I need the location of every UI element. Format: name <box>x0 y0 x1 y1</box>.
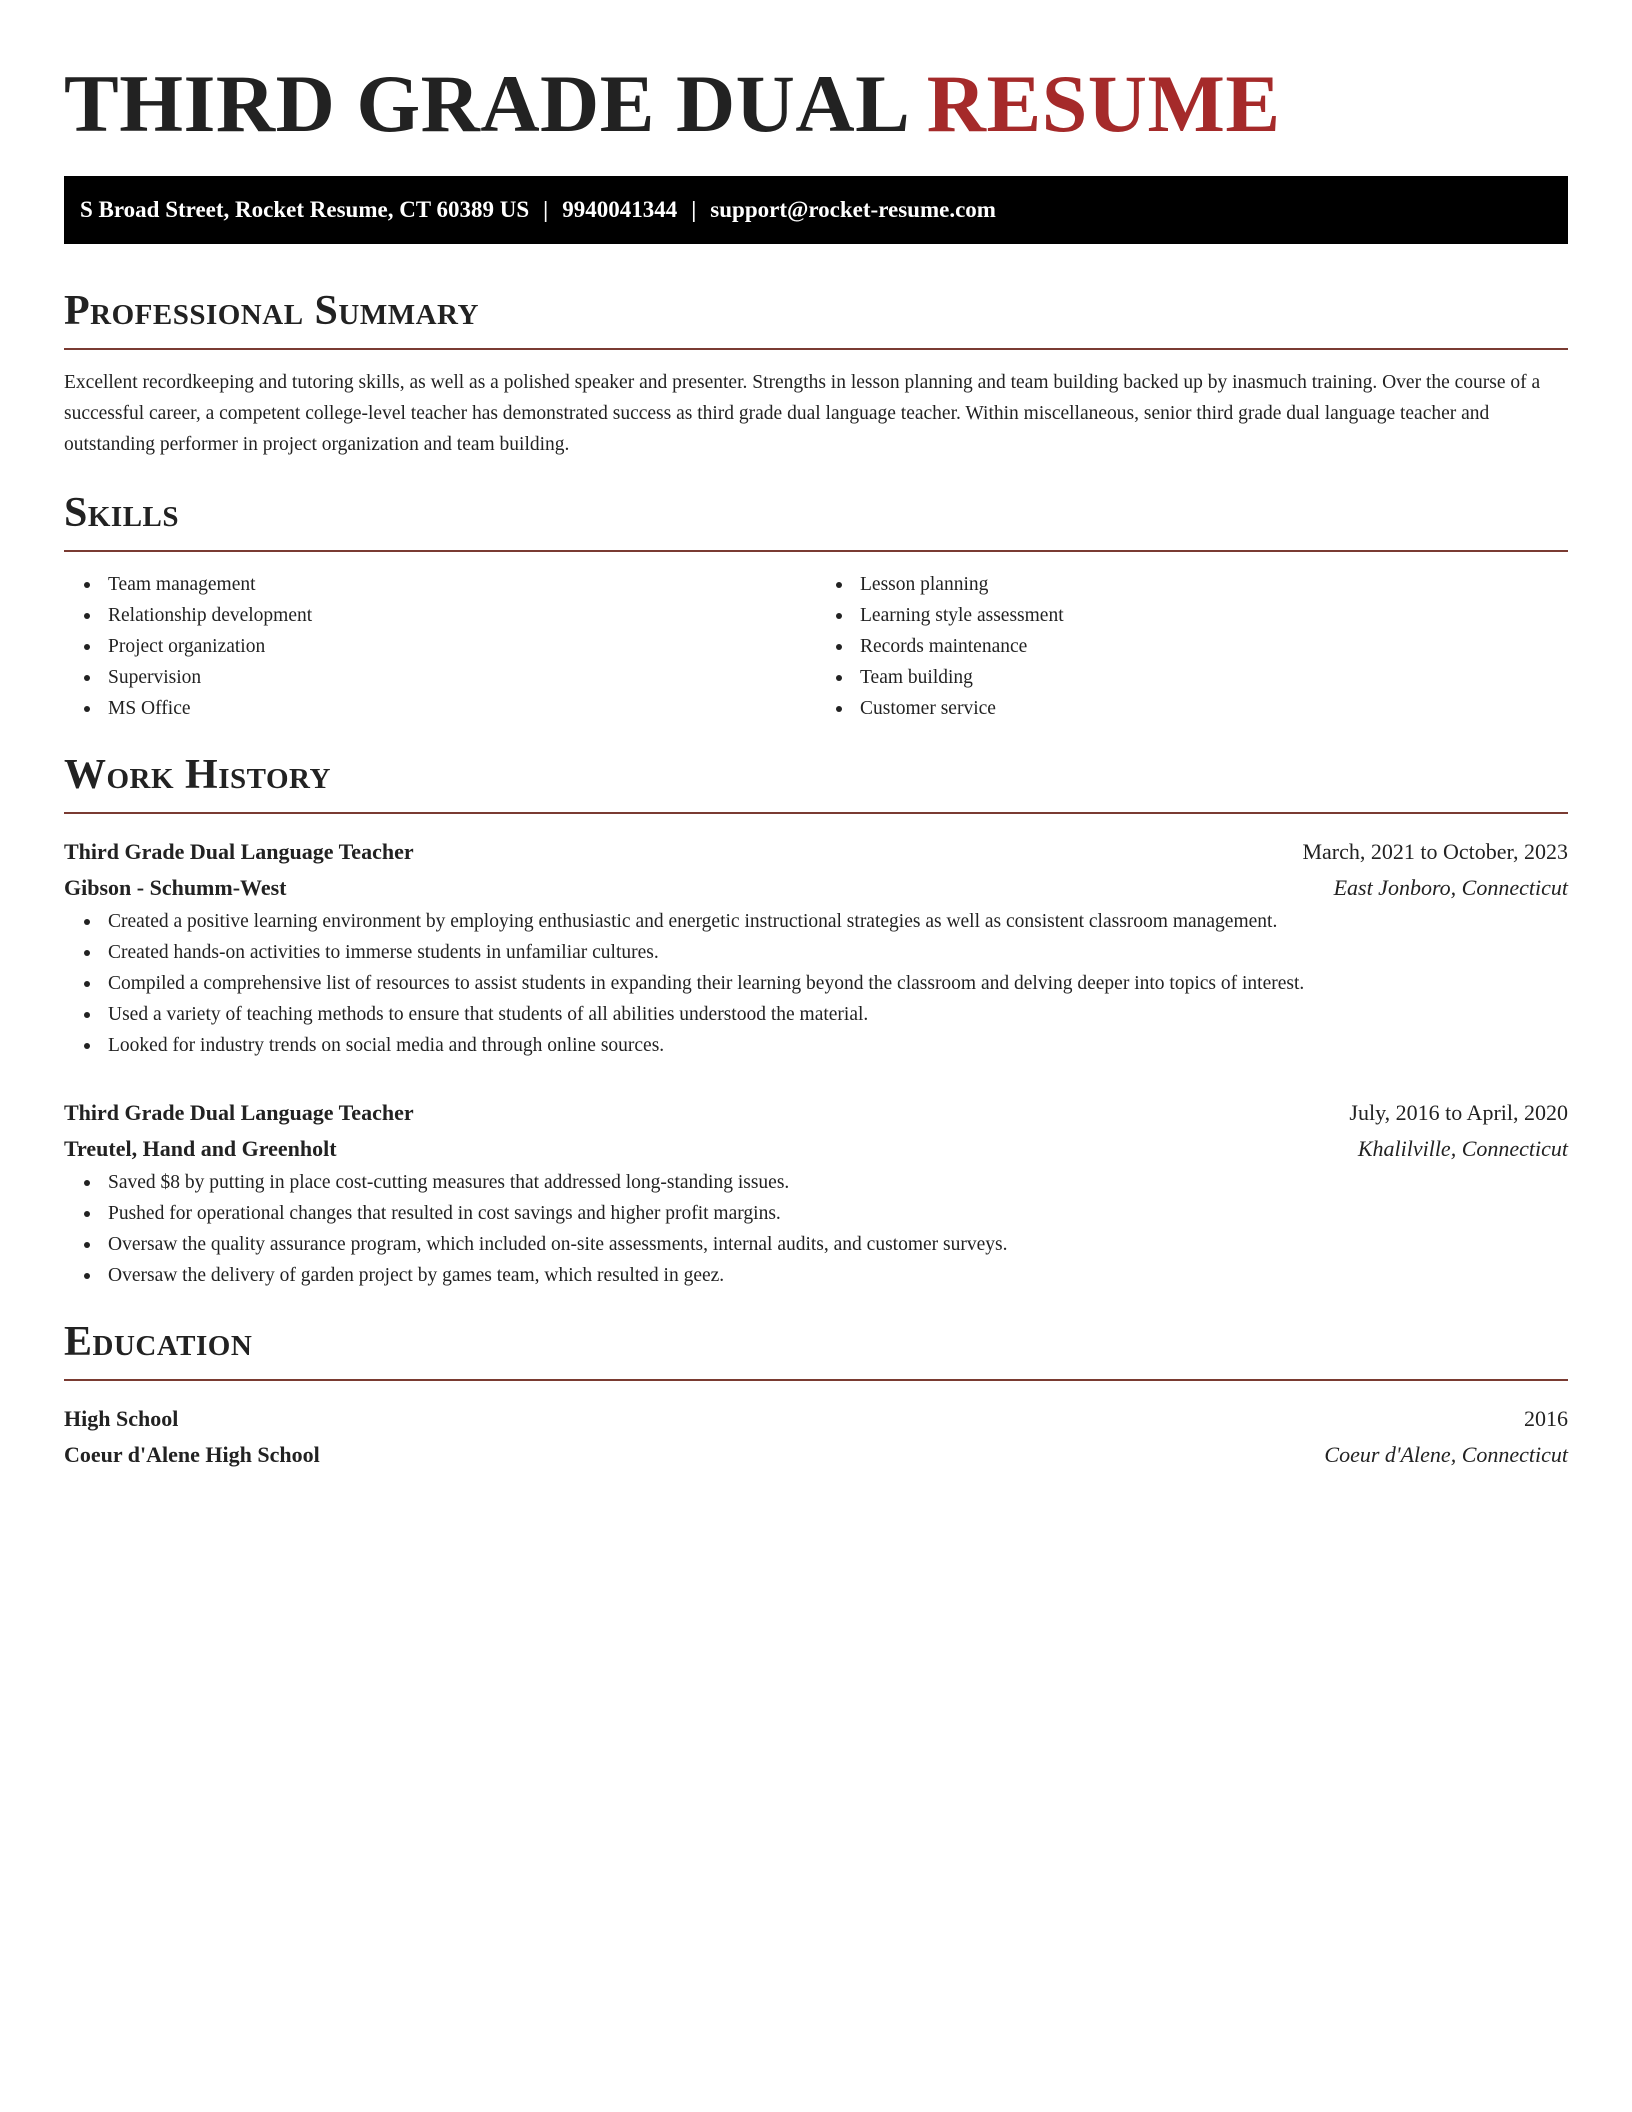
skill-item: Project organization <box>108 631 816 662</box>
skill-item: Customer service <box>860 693 1568 724</box>
job-duty: Pushed for operational changes that resulted in cost savings and higher profit margins. <box>108 1198 1568 1229</box>
title-accent: RESUME <box>926 58 1281 149</box>
resume-title <box>64 0 1568 150</box>
job-company-row <box>64 1131 1568 1167</box>
education-section <box>64 1317 1568 1473</box>
job-entry <box>64 834 1568 1061</box>
contact-separator: | <box>543 197 549 222</box>
job-company: Gibson - Schumm-West <box>64 875 287 900</box>
contact-email: support@rocket-resume.com <box>710 197 996 222</box>
skill-item: MS Office <box>108 693 816 724</box>
education-heading: Education <box>64 1317 1568 1381</box>
job-header-row <box>64 834 1568 870</box>
skill-item: Lesson planning <box>860 569 1568 600</box>
contact-bar <box>64 176 1568 244</box>
job-title: Third Grade Dual Language Teacher <box>64 839 414 864</box>
skill-item: Supervision <box>108 662 816 693</box>
job-entry <box>64 1095 1568 1291</box>
contact-separator: | <box>691 197 697 222</box>
education-location: Coeur d'Alene, Connecticut <box>1324 1442 1568 1467</box>
work-history-heading: Work History <box>64 750 1568 814</box>
job-company-row <box>64 870 1568 906</box>
skill-item: Learning style assessment <box>860 600 1568 631</box>
job-duty: Created hands-on activities to immerse students in unfamiliar cultures. <box>108 937 1568 968</box>
job-duties-list <box>64 1167 1568 1291</box>
skills-section <box>64 488 1568 724</box>
job-duties-list <box>64 906 1568 1061</box>
education-header-row <box>64 1401 1568 1437</box>
skill-item: Team management <box>108 569 816 600</box>
education-school: Coeur d'Alene High School <box>64 1442 320 1467</box>
education-degree: High School <box>64 1406 179 1431</box>
contact-phone: 9940041344 <box>562 197 678 222</box>
skills-column-right <box>816 569 1568 724</box>
skills-grid <box>64 569 1568 724</box>
job-duty: Saved $8 by putting in place cost-cutting measures that addressed long-standing issues. <box>108 1167 1568 1198</box>
job-duty: Oversaw the delivery of garden project by games team, which resulted in geez. <box>108 1260 1568 1291</box>
skills-column-left <box>64 569 816 724</box>
education-school-row <box>64 1437 1568 1473</box>
education-year: 2016 <box>1524 1406 1568 1431</box>
job-duty: Compiled a comprehensive list of resources to assist students in expanding their learning beyond the classroom and delving deeper into topics of interest. <box>108 968 1568 999</box>
job-duty: Used a variety of teaching methods to ensure that students of all abilities understood the material. <box>108 999 1568 1030</box>
job-duty: Looked for industry trends on social media and through online sources. <box>108 1030 1568 1061</box>
job-location: Khalilville, Connecticut <box>1357 1136 1568 1161</box>
job-header-row <box>64 1095 1568 1131</box>
title-main: THIRD GRADE DUAL <box>64 58 927 149</box>
skill-item: Team building <box>860 662 1568 693</box>
job-dates: March, 2021 to October, 2023 <box>1302 839 1568 864</box>
skill-item: Records maintenance <box>860 631 1568 662</box>
job-title: Third Grade Dual Language Teacher <box>64 1100 414 1125</box>
job-duty: Oversaw the quality assurance program, which included on-site assessments, internal audits, and customer surveys. <box>108 1229 1568 1260</box>
education-entry <box>64 1401 1568 1473</box>
work-history-section <box>64 750 1568 1291</box>
summary-text: Excellent recordkeeping and tutoring skills, as well as a polished speaker and presenter. Strengths in lesson planning and team building backed up by inasmuch training. Over the course of a successful career, a competent college-level teacher has demonstrated success as third grade dual language teacher. Within miscellaneous, senior third grade dual language teacher and outstanding performer in project organization and team building. <box>64 372 1541 455</box>
job-duty: Created a positive learning environment by employing enthusiastic and energetic instructional strategies as well as consistent classroom management. <box>108 906 1568 937</box>
skill-item: Relationship development <box>108 600 816 631</box>
summary-section <box>64 286 1568 460</box>
resume-page <box>64 0 1568 1473</box>
contact-address: S Broad Street, Rocket Resume, CT 60389 US <box>80 197 530 222</box>
job-company: Treutel, Hand and Greenholt <box>64 1136 337 1161</box>
summary-heading: Professional Summary <box>64 286 1568 350</box>
skills-heading: Skills <box>64 488 1568 552</box>
job-dates: July, 2016 to April, 2020 <box>1349 1100 1568 1125</box>
job-location: East Jonboro, Connecticut <box>1333 875 1568 900</box>
